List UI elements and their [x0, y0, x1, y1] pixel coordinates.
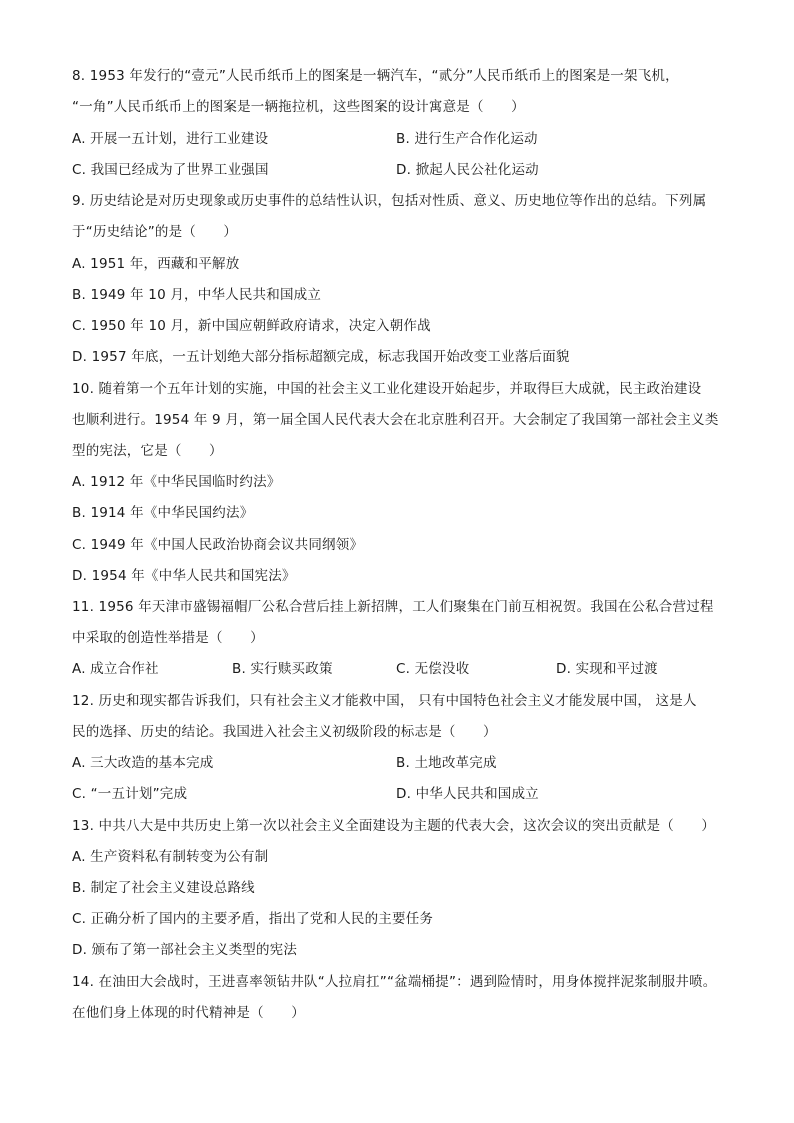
q12-option-b: B. 土地改革完成: [396, 755, 497, 771]
q9-option-d: D. 1957 年底，一五计划绝大部分指标超额完成，标志我国开始改变工业落后面貌: [72, 349, 570, 365]
q13-option-a: A. 生产资料私有制转变为公有制: [72, 849, 269, 865]
q13-option-d: D. 颁布了第一部社会主义类型的宪法: [72, 942, 298, 958]
q11-option-c: C. 无偿没收: [396, 661, 470, 677]
q10-option-d: D. 1954 年《中华人民共和国宪法》: [72, 568, 296, 584]
q8-option-d: D. 掀起人民公社化运动: [396, 162, 539, 178]
q11-option-d: D. 实现和平过渡: [556, 661, 658, 677]
q12-option-d: D. 中华人民共和国成立: [396, 786, 539, 802]
q9-option-c: C. 1950 年 10 月，新中国应朝鲜政府请求，决定入朝作战: [72, 318, 431, 334]
q9-stem-line2: 于“历史结论”的是（ ）: [72, 224, 238, 240]
q9-option-b: B. 1949 年 10 月，中华人民共和国成立: [72, 287, 322, 303]
q13-option-c: C. 正确分析了国内的主要矛盾，指出了党和人民的主要任务: [72, 911, 434, 927]
q8-stem-line2: “一角”人民币纸币上的图案是一辆拖拉机，这些图案的设计寓意是（ ）: [72, 99, 525, 115]
q11-stem-line1: 11. 1956 年天津市盛锡福帽厂公私合营后挂上新招牌，工人们聚集在门前互相祝贺。我国在公私合营过程: [72, 599, 714, 615]
q8-option-a: A. 开展一五计划，进行工业建设: [72, 131, 269, 147]
q13-stem-line1: 13. 中共八大是中共历史上第一次以社会主义全面建设为主题的代表大会，这次会议的突出贡献是（ ）: [72, 818, 716, 834]
q11-stem-line2: 中采取的创造性举措是（ ）: [72, 630, 264, 646]
q10-stem-line2: 也顺利进行。1954 年 9 月，第一届全国人民代表大会在北京胜利召开。大会制定了我国第一部社会主义类: [72, 412, 719, 428]
q8-option-b: B. 进行生产合作化运动: [396, 131, 538, 147]
q14-stem-line2: 在他们身上体现的时代精神是（ ）: [72, 1005, 305, 1021]
q10-stem-line3: 型的宪法，它是（ ）: [72, 443, 223, 459]
q10-option-a: A. 1912 年《中华民国临时约法》: [72, 474, 281, 490]
q12-stem-line2: 民的选择、历史的结论。我国进入社会主义初级阶段的标志是（ ）: [72, 724, 497, 740]
q8-option-c: C. 我国已经成为了世界工业强国: [72, 162, 269, 178]
q9-option-a: A. 1951 年，西藏和平解放: [72, 256, 240, 272]
q10-stem-line1: 10. 随着第一个五年计划的实施，中国的社会主义工业化建设开始起步，并取得巨大成就，民主政治建设: [72, 381, 702, 397]
q13-option-b: B. 制定了社会主义建设总路线: [72, 880, 255, 896]
q10-option-b: B. 1914 年《中华民国约法》: [72, 505, 254, 521]
q11-option-b: B. 实行赎买政策: [232, 661, 333, 677]
q12-option-a: A. 三大改造的基本完成: [72, 755, 214, 771]
q8-stem-line1: 8. 1953 年发行的“壹元”人民币纸币上的图案是一辆汽车，“贰分”人民币纸币上的图案是一架飞机，: [72, 68, 679, 84]
q10-option-c: C. 1949 年《中国人民政治协商会议共同纲领》: [72, 537, 364, 553]
q11-option-a: A. 成立合作社: [72, 661, 159, 677]
q14-stem-line1: 14. 在油田大会战时，王进喜率领钻井队“人拉肩扛”“盆端桶提”：遇到险情时，用身体搅拌泥浆制服井喷。: [72, 974, 717, 990]
q12-stem-line1: 12. 历史和现实都告诉我们，只有社会主义才能救中国， 只有中国特色社会主义才能发展中国， 这是人: [72, 693, 697, 709]
q12-option-c: C. “一五计划”完成: [72, 786, 188, 802]
q9-stem-line1: 9. 历史结论是对历史现象或历史事件的总结性认识，包括对性质、意义、历史地位等作出的总结。下列属: [72, 193, 707, 209]
